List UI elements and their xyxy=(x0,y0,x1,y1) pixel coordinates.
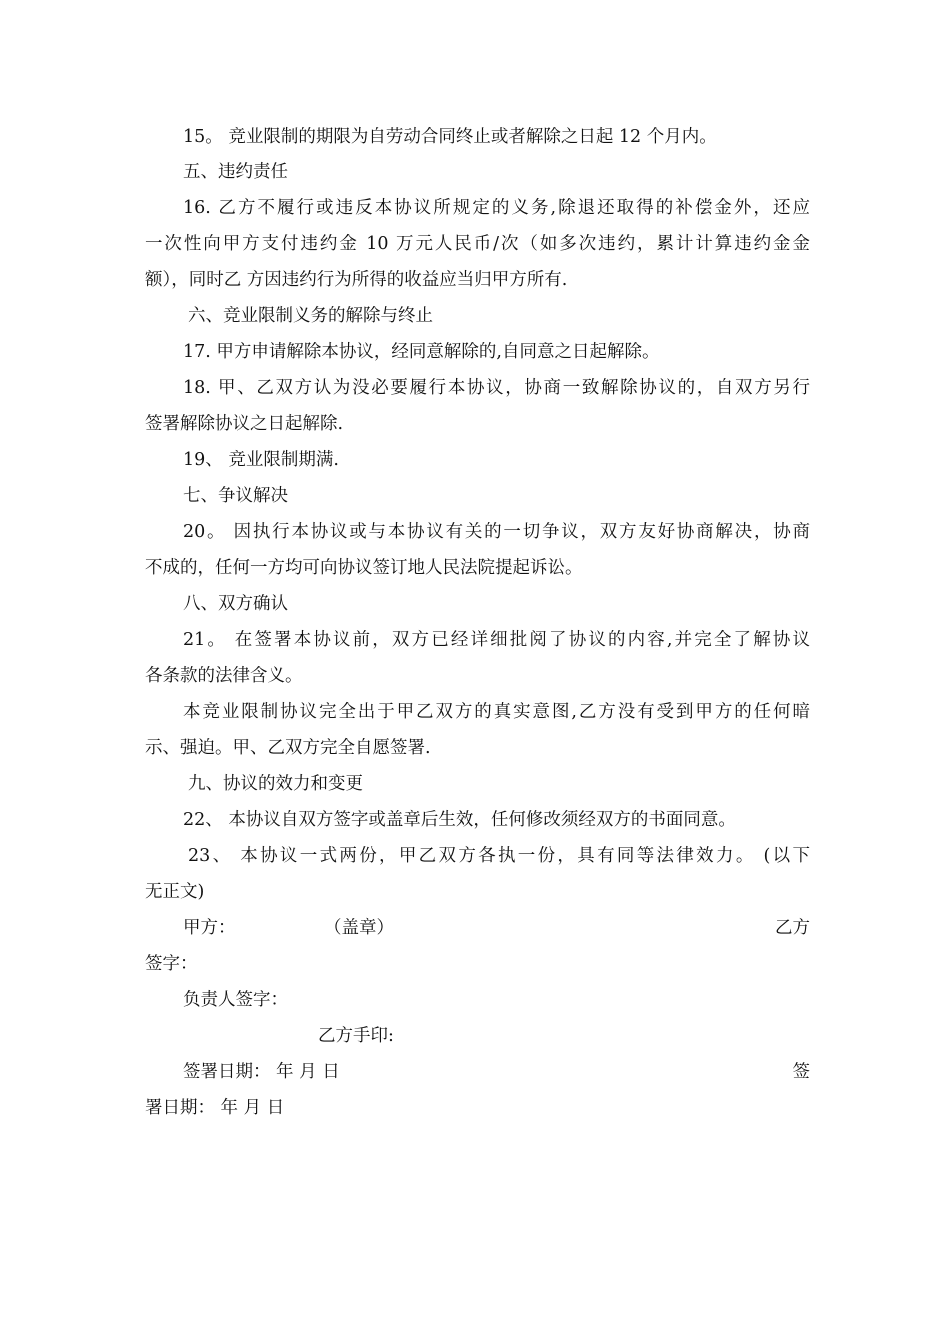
section-5-heading: 五、违约责任 xyxy=(183,162,288,182)
clause-15: 15。 竞业限制的期限为自劳动合同终止或者解除之日起 12 个月内。 xyxy=(183,127,717,147)
clause-18-line-1: 18. 甲、乙双方认为没必要履行本协议，协商一致解除协议的，自双方另行 xyxy=(183,378,810,398)
party-b-thumbprint: 乙方手印: xyxy=(318,1026,394,1046)
confirmation-line-2: 示、强迫。甲、乙双方完全自愿签署. xyxy=(145,738,431,758)
clause-21-line-1: 21。 在签署本协议前，双方已经详细批阅了协议的内容,并完全了解协议 xyxy=(183,630,810,650)
party-a-sign-date: 签署日期： 年 月 日 xyxy=(183,1062,340,1082)
clause-16-line-1: 16. 乙方不履行或违反本协议所规定的义务,除退还取得的补偿金外，还应 xyxy=(183,198,810,218)
signature-row-1 xyxy=(183,916,810,940)
party-b-sign-date: 署日期： 年 月 日 xyxy=(145,1098,285,1118)
clause-23-line-2: 无正文) xyxy=(145,882,205,902)
party-b-sign-label: 乙方 xyxy=(775,918,810,938)
section-9-heading: 九、协议的效力和变更 xyxy=(188,774,363,794)
signature-date-row xyxy=(183,1060,810,1084)
clause-17: 17. 甲方申请解除本协议，经同意解除的,自同意之日起解除。 xyxy=(183,342,660,362)
clause-16-line-2: 一次性向甲方支付违约金 10 万元人民币/次（如多次违约，累计计算违约金金 xyxy=(145,234,810,254)
clause-20-line-2: 不成的，任何一方均可向协议签订地人民法院提起诉讼。 xyxy=(145,558,583,578)
clause-21-line-2: 各条款的法律含义。 xyxy=(145,666,303,686)
clause-22: 22、 本协议自双方签字或盖章后生效，任何修改须经双方的书面同意。 xyxy=(183,810,736,830)
clause-20-line-1: 20。 因执行本协议或与本协议有关的一切争议，双方友好协商解决，协商 xyxy=(183,522,810,542)
section-8-heading: 八、双方确认 xyxy=(183,594,288,614)
clause-18-line-2: 签署解除协议之日起解除. xyxy=(145,414,344,434)
party-b-sign-continued: 签字： xyxy=(145,954,198,974)
section-6-heading: 六、竞业限制义务的解除与终止 xyxy=(188,306,433,326)
section-7-heading: 七、争议解决 xyxy=(183,486,288,506)
party-b-sign-date-start: 签 xyxy=(792,1062,810,1082)
clause-16-line-3: 额），同时乙 方因违约行为所得的收益应当归甲方所有. xyxy=(145,270,568,290)
party-a-label: 甲方： xyxy=(183,918,236,938)
clause-19: 19、 竞业限制期满. xyxy=(183,450,339,470)
responsible-signature: 负责人签字： xyxy=(183,990,288,1010)
confirmation-line-1: 本竞业限制协议完全出于甲乙双方的真实意图,乙方没有受到甲方的任何暗 xyxy=(183,702,810,722)
seal-label: （盖章） xyxy=(324,918,394,938)
clause-23-line-1: 23、 本协议一式两份，甲乙双方各执一份，具有同等法律效力。 (以下 xyxy=(188,846,810,866)
